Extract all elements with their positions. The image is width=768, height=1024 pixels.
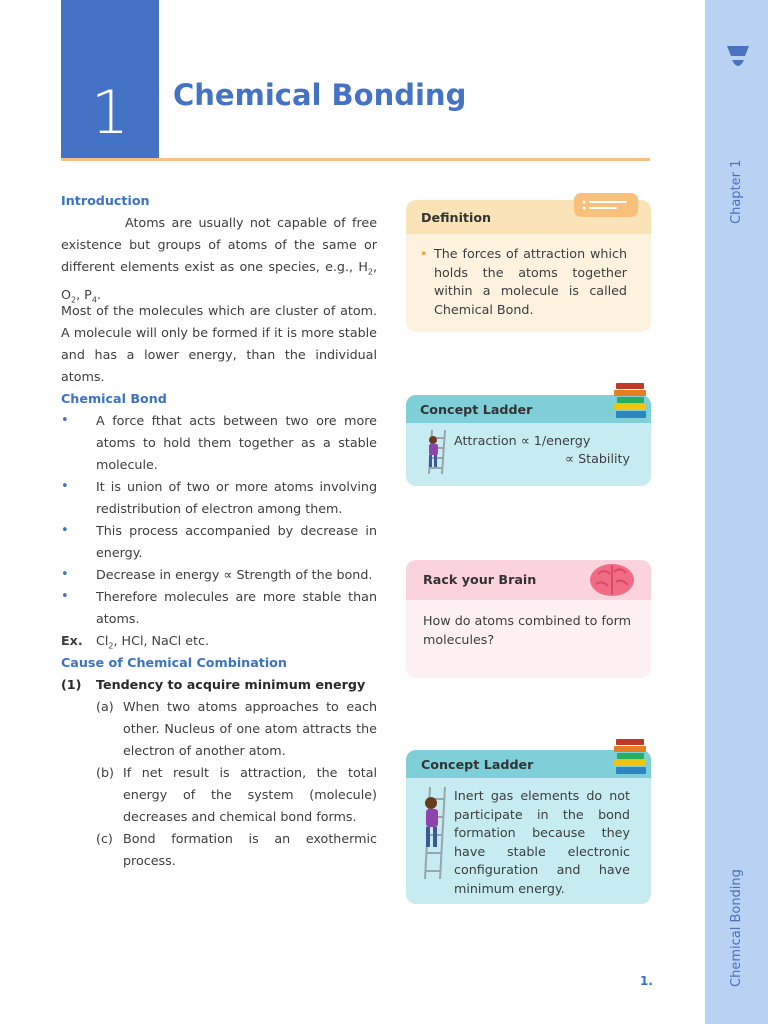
page-number: 1. <box>640 974 653 988</box>
brain-icon <box>588 560 636 600</box>
sidebar-chapter-label: Chapter 1 <box>729 159 744 224</box>
definition-bullet-icon: • <box>420 246 428 261</box>
books-stack-icon <box>612 737 648 777</box>
concept-ladder-line-2: ∝ Stability <box>564 451 630 466</box>
concept-ladder-line-1: Attraction ∝ 1/energy <box>454 433 591 448</box>
rack-your-brain-title: Rack your Brain <box>423 572 537 587</box>
bullet-item: • It is union of two or more atoms involving redistribution of electron among them. <box>61 476 377 520</box>
chapter-number-block <box>61 0 159 160</box>
example-line: Ex. $Cl_2$, HCl, NaCl etc. <box>61 633 210 651</box>
bullet-item: • Therefore molecules are more stable than atoms. <box>61 586 377 630</box>
books-stack-icon <box>612 381 648 421</box>
intro-paragraph-2: Most of the molecules which are cluster of atom. A molecule will only be formed if it is more stable and has a lower energy, than the individual atoms. <box>61 303 377 384</box>
title-divider <box>61 158 650 161</box>
cause-item-1: (1) Tendency to acquire minimum energy <box>61 677 366 692</box>
definition-card-title: Definition <box>421 210 492 225</box>
cause-subitem: (a) When two atoms approaches to each other. Nucleus of one atom attracts the electron of another atom. <box>96 699 377 758</box>
unacademy-logo-icon <box>726 44 750 72</box>
rack-your-brain-question: How do atoms combined to form molecules? <box>423 613 632 647</box>
cause-subitem: (b) If net result is attraction, the total energy of the system (molecule) decreases and chemical bond forms. <box>96 765 377 824</box>
cause-subitem: (c) Bond formation is an exothermic process. <box>96 831 377 868</box>
girl-on-ladder-icon <box>424 428 450 476</box>
bullet-dot-icon: • <box>61 413 69 428</box>
page-title: Chemical Bonding <box>173 78 467 112</box>
chapter-number: 1 <box>90 78 130 148</box>
concept-ladder-title: Concept Ladder <box>421 757 534 772</box>
bullet-dot-icon: • <box>61 523 69 538</box>
intro-paragraph-1: Atoms are usually not capable of free existence but groups of atoms of the same or different elements exist as one species, e.g., $H_2$, $O_2$, $P_4$. <box>61 215 377 305</box>
note-tag-icon <box>574 193 638 217</box>
definition-card <box>406 200 651 332</box>
bullet-item: • This process accompanied by decrease in energy. <box>61 520 377 564</box>
chemical-bond-heading: Chemical Bond <box>61 391 167 406</box>
right-sidebar <box>705 0 768 1024</box>
bullet-item: • A force fthat acts between two ore more atoms to hold them together as a stable molecule. <box>61 410 377 476</box>
bullet-dot-icon: • <box>61 589 69 604</box>
cause-heading: Cause of Chemical Combination <box>61 655 287 670</box>
bullet-dot-icon: • <box>61 567 69 582</box>
concept-ladder-text: Inert gas elements do not participate in the bond formation because they have stable electronic configuration and have minimum energy. <box>454 788 630 896</box>
girl-on-ladder-icon <box>420 785 450 881</box>
concept-ladder-title: Concept Ladder <box>420 402 533 417</box>
bullet-item: • Decrease in energy ∝ Strength of the bond. <box>61 564 377 586</box>
bullet-dot-icon: • <box>61 479 69 494</box>
sidebar-subject-label: Chemical Bonding <box>729 869 744 987</box>
definition-card-body: • The forces of attraction which holds the atoms together within a molecule is called Chemical Bond. <box>420 246 627 317</box>
intro-heading: Introduction <box>61 193 150 208</box>
